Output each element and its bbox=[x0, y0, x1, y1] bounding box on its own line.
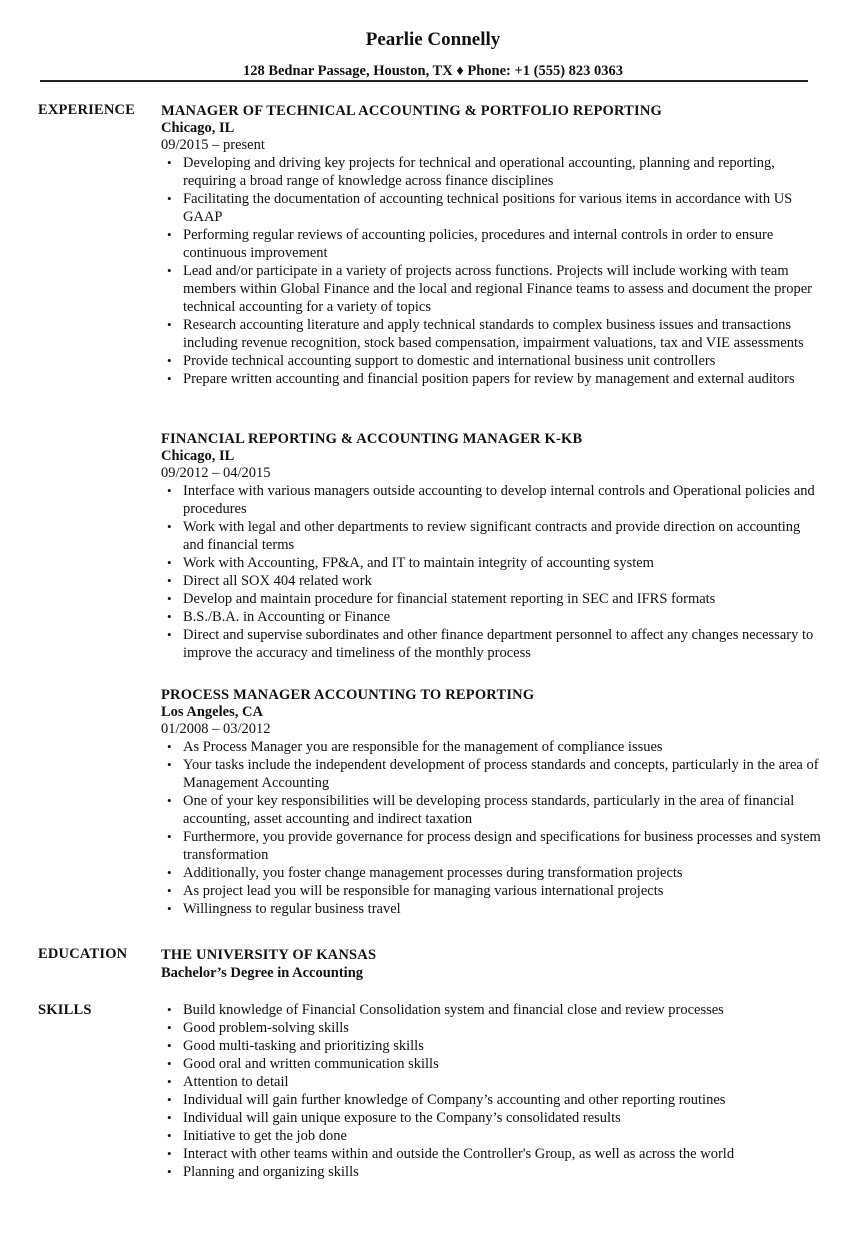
list-item: • Build knowledge of Financial Consolidation system and financial close and review processes bbox=[161, 1001, 821, 1019]
list-item: • As project lead you will be responsible for managing various international projects bbox=[161, 882, 821, 900]
job-bullet-list bbox=[161, 154, 821, 388]
list-item: • One of your key responsibilities will be developing process standards, particularly in the area of financial accounting, asset accounting and indirect taxation bbox=[161, 792, 821, 828]
education-entry bbox=[161, 946, 821, 982]
list-item: • Direct all SOX 404 related work bbox=[161, 572, 821, 590]
list-item: • Good problem-solving skills bbox=[161, 1019, 821, 1037]
list-item: • Interact with other teams within and outside the Controller's Group, as well as across the world bbox=[161, 1145, 821, 1163]
list-item: • Attention to detail bbox=[161, 1073, 821, 1091]
list-item: • Individual will gain unique exposure to the Company’s consolidated results bbox=[161, 1109, 821, 1127]
list-item: • Willingness to regular business travel bbox=[161, 900, 821, 918]
job-entry bbox=[161, 686, 821, 918]
list-item: • Good oral and written communication skills bbox=[161, 1055, 821, 1073]
job-location: Chicago, IL bbox=[161, 120, 235, 136]
job-title: MANAGER OF TECHNICAL ACCOUNTING & PORTFOLIO REPORTING bbox=[161, 103, 663, 119]
list-item: • Prepare written accounting and financial position papers for review by management and external auditors bbox=[161, 370, 821, 388]
list-item: • Furthermore, you provide governance for process design and specifications for business processes and system transformation bbox=[161, 828, 821, 864]
list-item: • Facilitating the documentation of accounting technical positions for various items in accordance with US GAAP bbox=[161, 190, 821, 226]
list-item: • Lead and/or participate in a variety of projects across functions. Projects will include working with team members within Global Finance and the local and regional Finance teams to assess and document the proper technical accounting for a variety of topics bbox=[161, 262, 821, 316]
list-item: • Interface with various managers outside accounting to develop internal controls and Operational policies and procedures bbox=[161, 482, 821, 518]
list-item: • Your tasks include the independent development of process standards and concepts, particularly in the area of Management Accounting bbox=[161, 756, 821, 792]
list-item: • Performing regular reviews of accounting policies, procedures and internal controls in order to ensure continuous improvement bbox=[161, 226, 821, 262]
list-item: • Individual will gain further knowledge of Company’s accounting and other reporting routines bbox=[161, 1091, 821, 1109]
section-heading-education: EDUCATION bbox=[38, 946, 128, 962]
section-heading-skills: SKILLS bbox=[38, 1002, 92, 1018]
job-bullet-list bbox=[161, 482, 821, 662]
job-dates: 01/2008 – 03/2012 bbox=[161, 721, 271, 737]
job-entry bbox=[161, 430, 821, 662]
degree: Bachelor’s Degree in Accounting bbox=[161, 965, 364, 981]
job-location: Los Angeles, CA bbox=[161, 704, 263, 720]
section-heading-experience: EXPERIENCE bbox=[38, 102, 136, 118]
job-dates: 09/2015 – present bbox=[161, 137, 265, 153]
skills-entry bbox=[161, 1001, 821, 1181]
skills-list bbox=[161, 1001, 821, 1181]
list-item: • Work with legal and other departments to review significant contracts and provide direction on accounting and financial terms bbox=[161, 518, 821, 554]
list-item: • Planning and organizing skills bbox=[161, 1163, 821, 1181]
job-title: PROCESS MANAGER ACCOUNTING TO REPORTING bbox=[161, 687, 535, 703]
list-item: • Research accounting literature and apply technical standards to complex business issues and transactions including revenue recognition, stock based compensation, impairment valuations, tax and VIE assessments bbox=[161, 316, 821, 352]
job-location: Chicago, IL bbox=[161, 448, 235, 464]
job-dates: 09/2012 – 04/2015 bbox=[161, 465, 271, 481]
list-item: • Additionally, you foster change management processes during transformation projects bbox=[161, 864, 821, 882]
contact-line: 128 Bednar Passage, Houston, TX ♦ Phone: +1 (555) 823 0363 bbox=[242, 63, 624, 79]
list-item: • Developing and driving key projects for technical and operational accounting, planning and reporting, requiring a broad range of knowledge across finance disciplines bbox=[161, 154, 821, 190]
list-item: • Develop and maintain procedure for financial statement reporting in SEC and IFRS formats bbox=[161, 590, 821, 608]
list-item: • As Process Manager you are responsible for the management of compliance issues bbox=[161, 738, 821, 756]
school-name: THE UNIVERSITY OF KANSAS bbox=[161, 947, 377, 963]
list-item: • Initiative to get the job done bbox=[161, 1127, 821, 1145]
list-item: • Provide technical accounting support to domestic and international business unit controllers bbox=[161, 352, 821, 370]
list-item: • B.S./B.A. in Accounting or Finance bbox=[161, 608, 821, 626]
job-title: FINANCIAL REPORTING & ACCOUNTING MANAGER K-KB bbox=[161, 431, 583, 447]
list-item: • Good multi-tasking and prioritizing skills bbox=[161, 1037, 821, 1055]
job-bullet-list bbox=[161, 738, 821, 918]
job-entry bbox=[161, 102, 821, 388]
candidate-name: Pearlie Connelly bbox=[365, 29, 501, 50]
list-item: • Direct and supervise subordinates and other finance department personnel to affect any changes necessary to improve the accuracy and timeliness of the monthly process bbox=[161, 626, 821, 662]
header-divider bbox=[40, 80, 808, 82]
list-item: • Work with Accounting, FP&A, and IT to maintain integrity of accounting system bbox=[161, 554, 821, 572]
